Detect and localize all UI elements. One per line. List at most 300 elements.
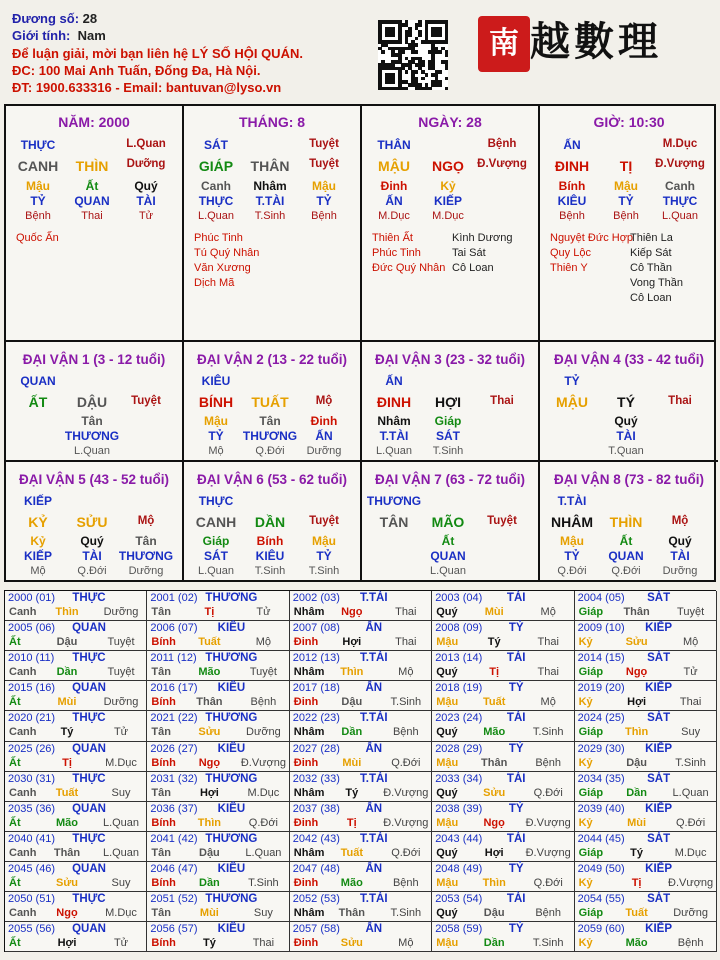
year-god: SÁT <box>647 592 671 604</box>
dai-van-hidden-phase: L.Quan <box>73 445 111 457</box>
pillar-hidden-god: TỶ <box>618 194 634 208</box>
year-stem: Mậu <box>436 876 459 889</box>
year-label: 2058 (59) <box>435 923 483 936</box>
year-phase: T.Sinh <box>248 876 279 889</box>
pillar-hidden-stem: Mậu <box>312 179 336 193</box>
year-god: THƯƠNG <box>205 832 258 845</box>
year-god: T.TÀI <box>360 832 388 845</box>
year-god: KIẾP <box>645 742 673 755</box>
year-god: KIÊU <box>217 802 246 815</box>
year-label: 2035 (36) <box>8 802 56 815</box>
year-branch: Mão <box>56 816 78 829</box>
pillar-stem-branch: CANH <box>17 158 59 174</box>
year-branch: Tý <box>345 786 359 799</box>
year-branch: Mùi <box>627 816 647 829</box>
year-cell <box>5 651 147 681</box>
dai-van-cell <box>540 342 718 462</box>
dai-van-title: ĐẠI VẬN 3 (23 - 32 tuổi) <box>374 352 526 367</box>
pillar-star: Nguyệt Đức Hợp <box>550 232 634 244</box>
year-stem: Quý <box>436 666 458 679</box>
year-god: ẤN <box>365 742 383 755</box>
year-cell <box>290 711 432 741</box>
pillar-stem-branch: GIÁP <box>198 158 234 174</box>
year-phase: Mộ <box>682 636 699 649</box>
pillar-hidden-stem: Canh <box>665 179 695 193</box>
year-cell <box>432 651 574 681</box>
year-branch: Thìn <box>482 876 506 889</box>
phone-email-line[interactable]: ĐT: 1900.633316 - Email: bantuvan@lyso.vn <box>12 80 282 96</box>
dai-van-hidden-phase: Q.Đới <box>255 445 285 457</box>
year-label: 2001 (02) <box>150 592 198 604</box>
year-phase: T.Sinh <box>532 937 564 950</box>
year-phase: Thai <box>395 636 417 649</box>
year-cell <box>147 651 289 681</box>
year-branch: Thìn <box>624 726 649 739</box>
year-branch: Tuất <box>625 907 648 919</box>
year-branch: Sửu <box>625 636 648 649</box>
year-branch: Tuất <box>55 786 79 799</box>
year-god: KIẾP <box>645 802 673 815</box>
year-god: THỰC <box>72 893 106 905</box>
year-god: ẤN <box>365 622 383 635</box>
year-phase: Đ.Vượng <box>525 816 571 829</box>
year-label: 2019 (20) <box>577 682 625 695</box>
year-cell <box>432 591 574 621</box>
year-cell <box>575 681 717 711</box>
year-label: 2044 (45) <box>577 832 625 845</box>
year-stem: Mậu <box>436 756 459 769</box>
year-god: ẤN <box>365 862 383 875</box>
dai-van-phase: Mộ <box>671 515 689 527</box>
year-stem: Nhâm <box>293 786 325 799</box>
year-label: 2045 (46) <box>8 862 56 875</box>
year-branch: Mão <box>340 876 363 889</box>
year-god: SÁT <box>647 712 671 725</box>
year-god: THỰC <box>72 712 106 725</box>
pillar-hidden-stem: Canh <box>201 179 231 193</box>
dai-van-hidden-stem: Giáp <box>434 414 462 428</box>
year-god: QUAN <box>72 802 106 815</box>
year-branch: Hợi <box>199 786 219 799</box>
year-cell <box>575 651 717 681</box>
year-cell <box>147 681 289 711</box>
pillar-hidden-stem: Quý <box>134 179 158 193</box>
pillar-star: Cô Loan <box>452 262 494 274</box>
dai-van-hidden-stem: Đinh <box>310 414 338 428</box>
year-stem: Bính <box>151 696 176 709</box>
dai-van-branch: SỬU <box>76 514 108 530</box>
dai-van-branch: DẦN <box>254 514 286 530</box>
year-god: TỶ <box>508 742 524 755</box>
qr-module <box>391 80 395 84</box>
dai-van-hidden-phase: T.Sinh <box>432 445 464 457</box>
pillar-stem-branch: ĐINH <box>554 158 590 174</box>
qr-module <box>425 73 429 77</box>
year-phase: L.Quan <box>102 816 140 829</box>
year-stem: Ất <box>9 937 21 950</box>
dai-van-hidden-god: KIÊU <box>255 549 285 563</box>
pillar-star: Đức Quý Nhân <box>372 262 446 274</box>
year-stem: Nhâm <box>293 846 325 859</box>
dai-van-branch: DẬU <box>76 394 108 410</box>
year-phase: Mộ <box>540 606 556 618</box>
year-label: 2049 (50) <box>577 862 625 875</box>
pillar-star: Văn Xương <box>194 262 251 274</box>
year-stem: Giáp <box>578 786 604 799</box>
year-branch: Dần <box>341 726 363 739</box>
year-stem: Ất <box>9 816 21 829</box>
pillar-star: Tai Sát <box>452 247 486 259</box>
year-stem: Bính <box>151 937 176 950</box>
year-god: TỶ <box>508 923 524 936</box>
year-label: 2059 (60) <box>577 923 625 936</box>
dai-van-hidden-god: TỶ <box>316 549 332 563</box>
year-phase: Q.Đới <box>248 816 278 829</box>
year-branch: Tị <box>631 876 642 889</box>
pillar-hidden-god: TỶ <box>316 194 332 208</box>
year-cell <box>290 681 432 711</box>
year-phase: Đ.Vượng <box>525 846 571 859</box>
year-cell <box>5 681 147 711</box>
year-stem: Kỷ <box>578 756 593 769</box>
year-god: SÁT <box>647 652 671 665</box>
year-branch: Ngọ <box>483 816 505 829</box>
year-branch: Tý <box>487 636 501 649</box>
pillar-phase: L.Quan <box>197 210 235 222</box>
year-label: 2006 (07) <box>150 622 198 635</box>
pillar-star: Thiên Ất <box>372 232 413 244</box>
pillar-title: NĂM: 2000 <box>58 114 130 130</box>
year-label: 2025 (26) <box>8 742 56 755</box>
year-stem: Kỷ <box>578 876 593 889</box>
year-label: 2014 (15) <box>577 652 625 665</box>
qr-module <box>415 43 419 47</box>
year-label: 2037 (38) <box>292 802 340 815</box>
year-cell <box>575 711 717 741</box>
pillar-phase: L.Quan <box>661 210 699 222</box>
pillar-star: Quốc Ấn <box>16 232 59 244</box>
year-label: 2018 (19) <box>435 682 483 695</box>
dai-van-hidden-stem: Tân <box>135 534 157 548</box>
dai-van-god: KIẾP <box>23 494 53 508</box>
year-stem: Tân <box>151 726 171 739</box>
qr-code[interactable] <box>378 20 448 90</box>
year-cell <box>147 772 289 802</box>
year-label: 2034 (35) <box>577 772 625 785</box>
dai-van-title: ĐẠI VẬN 4 (33 - 42 tuổi) <box>553 352 705 367</box>
pillar-phase: T.Sinh <box>254 210 286 222</box>
year-stem: Giáp <box>578 606 604 618</box>
year-label: 2017 (18) <box>292 682 340 695</box>
year-god: TÀI <box>506 712 526 725</box>
year-branch: Tý <box>630 846 644 859</box>
pillar-star: Vong Thần <box>630 277 684 289</box>
year-cell <box>5 862 147 892</box>
year-god: QUAN <box>72 923 106 936</box>
year-stem: Đinh <box>293 816 319 829</box>
pillar-hidden-god: THỰC <box>198 194 234 208</box>
dai-van-cell <box>540 462 718 582</box>
pillar-hidden-god: T.TÀI <box>255 194 285 208</box>
pillar-hidden-stem: Đinh <box>380 179 408 193</box>
year-label: 2005 (06) <box>8 622 56 635</box>
pillar-star: Phúc Tinh <box>194 232 243 244</box>
year-phase: Thai <box>679 696 702 709</box>
year-stem: Giáp <box>578 846 604 859</box>
pillar-top-god: M.Dục <box>662 138 698 150</box>
dai-van-title: ĐẠI VẬN 6 (53 - 62 tuổi) <box>196 472 348 487</box>
year-cell <box>5 742 147 772</box>
year-cell <box>290 621 432 651</box>
pillar-stem-branch: TỊ <box>619 158 633 174</box>
year-branch: Dần <box>56 666 78 679</box>
dai-van-title: ĐẠI VẬN 5 (43 - 52 tuổi) <box>18 472 170 487</box>
dai-van-hidden-god: THƯƠNG <box>118 549 174 563</box>
year-god: SÁT <box>647 772 671 785</box>
year-branch: Dậu <box>199 846 220 859</box>
pillar-phase: M.Dục <box>432 210 464 222</box>
dai-van-hidden-stem: Quý <box>668 534 692 548</box>
year-stem: Canh <box>9 846 37 859</box>
dai-van-god: ẤN <box>385 374 403 388</box>
annual-luck-grid <box>4 590 716 952</box>
year-stem: Quý <box>436 726 458 739</box>
year-branch: Mùi <box>199 907 219 919</box>
year-branch: Tị <box>204 606 215 618</box>
pillar-stem-branch: MẬU <box>378 158 410 174</box>
year-branch: Dậu <box>56 636 78 649</box>
dai-van-hidden-god: T.TÀI <box>379 429 409 443</box>
year-branch: Dần <box>199 876 220 889</box>
year-phase: L.Quan <box>102 846 140 859</box>
dai-van-hidden-stem: Mậu <box>312 534 336 548</box>
pillar-hidden-god: TỶ <box>30 194 46 208</box>
year-phase: T.Sinh <box>675 756 706 769</box>
dai-van-hidden-god: TỶ <box>208 429 224 443</box>
year-phase: Q.Đới <box>675 816 706 829</box>
dai-van-hidden-phase: L.Quan <box>429 565 467 577</box>
year-god: THƯƠNG <box>205 893 258 905</box>
year-label: 2003 (04) <box>435 592 483 604</box>
qr-module <box>415 70 419 74</box>
year-cell <box>5 621 147 651</box>
dai-van-panel <box>4 342 716 582</box>
year-phase: Tuyệt <box>107 666 135 679</box>
year-cell <box>432 892 574 922</box>
pillar-top-god: SÁT <box>204 138 228 152</box>
pillar-hidden-god: TÀI <box>136 194 156 208</box>
year-branch: Dậu <box>341 696 363 709</box>
dai-van-hidden-god: THƯƠNG <box>242 429 298 443</box>
year-cell <box>575 742 717 772</box>
address-line: ĐC: 100 Mai Anh Tuấn, Đống Đa, Hà Nội. <box>12 62 261 78</box>
year-cell <box>147 802 289 832</box>
year-phase: Dưỡng <box>103 606 139 618</box>
pillar-star: Tú Quý Nhân <box>194 247 260 259</box>
pillar-hidden-god: QUAN <box>74 194 110 208</box>
year-stem: Tân <box>151 606 171 618</box>
year-branch: Thân <box>481 756 508 769</box>
pillar-star: Thiên La <box>630 232 673 244</box>
year-branch: Hợi <box>57 937 77 950</box>
pillar-phase: Thai <box>81 210 103 222</box>
year-god: QUAN <box>72 682 106 695</box>
dai-van-hidden-god: TÀI <box>82 549 102 563</box>
year-god: TỶ <box>508 682 524 695</box>
year-label: 2030 (31) <box>8 772 56 785</box>
year-phase: Bệnh <box>250 696 277 709</box>
dai-van-stem: ĐINH <box>376 394 412 410</box>
year-cell <box>290 922 432 952</box>
year-cell <box>147 832 289 862</box>
dai-van-stem: NHÂM <box>551 514 593 530</box>
year-cell <box>290 832 432 862</box>
qr-module <box>445 87 449 91</box>
year-branch: Thìn <box>55 606 79 618</box>
year-cell <box>5 922 147 952</box>
year-label: 2033 (34) <box>435 772 483 785</box>
dai-van-phase: Tuyệt <box>487 515 517 527</box>
year-stem: Quý <box>436 606 458 618</box>
year-phase: T.Sinh <box>390 696 422 709</box>
year-phase: Suy <box>681 726 701 739</box>
year-branch: Tuất <box>482 696 506 709</box>
dai-van-title: ĐẠI VẬN 1 (3 - 12 tuổi) <box>22 352 166 367</box>
year-branch: Mùi <box>342 756 362 769</box>
year-phase: Tử <box>683 666 698 679</box>
dai-van-stem: KỶ <box>28 514 48 530</box>
year-god: TỶ <box>508 622 524 635</box>
year-label: 2036 (37) <box>150 802 198 815</box>
year-label: 2021 (22) <box>150 712 198 725</box>
year-cell <box>147 711 289 741</box>
year-branch: Sửu <box>483 786 506 799</box>
pillar-hidden-stem: Nhâm <box>253 179 287 193</box>
year-phase: Suy <box>111 876 131 889</box>
year-god: KIẾP <box>645 923 673 936</box>
year-god: THỰC <box>72 592 106 604</box>
pillar-star: Thiên Y <box>550 262 588 274</box>
pillar-phase: Tử <box>138 210 154 222</box>
dai-van-god: QUAN <box>20 374 56 388</box>
year-cell <box>432 711 574 741</box>
year-label: 2008 (09) <box>435 622 483 635</box>
year-stem: Tân <box>151 786 171 799</box>
pillar-star: Dịch Mã <box>194 277 235 289</box>
year-god: T.TÀI <box>360 712 388 725</box>
year-branch: Tị <box>62 756 72 769</box>
year-stem: Kỷ <box>578 696 593 709</box>
year-branch: Tý <box>60 726 74 739</box>
dai-van-stem: TÂN <box>379 514 409 530</box>
year-stem: Ất <box>9 876 21 889</box>
year-stem: Quý <box>436 846 458 859</box>
year-cell <box>290 772 432 802</box>
dai-van-branch: THÌN <box>609 514 643 530</box>
year-god: TÀI <box>506 652 526 665</box>
dai-van-hidden-god: TỶ <box>564 549 580 563</box>
pillar-top-god: ẤN <box>563 138 581 152</box>
dai-van-hidden-god: SÁT <box>436 429 460 443</box>
year-stem: Bính <box>151 636 176 649</box>
pillar-top-god: THỰC <box>20 138 56 152</box>
year-cell <box>432 621 574 651</box>
year-phase: Q.Đới <box>533 876 563 889</box>
year-label: 2023 (24) <box>435 712 483 725</box>
pillar-hidden-god: THỰC <box>662 194 698 208</box>
dai-van-phase: Thai <box>668 395 692 407</box>
year-cell <box>5 591 147 621</box>
dai-van-god: TỶ <box>564 374 580 388</box>
pillar-stem-branch: NGỌ <box>432 158 464 174</box>
year-phase: Dưỡng <box>103 696 139 709</box>
pillar-title: GIỜ: 10:30 <box>593 114 665 130</box>
year-cell <box>290 892 432 922</box>
dai-van-hidden-stem: Mậu <box>204 414 228 428</box>
year-cell <box>432 772 574 802</box>
year-god: TỶ <box>508 862 524 875</box>
year-phase: Suy <box>111 786 131 799</box>
year-cell <box>290 802 432 832</box>
year-label: 2053 (54) <box>435 893 483 905</box>
dai-van-phase: Tuyệt <box>309 515 339 527</box>
year-stem: Mậu <box>436 937 459 950</box>
year-stem: Tân <box>151 907 171 919</box>
year-label: 2050 (51) <box>8 893 56 905</box>
year-god: ẤN <box>365 682 383 695</box>
dai-van-branch: HỢI <box>435 394 461 410</box>
dai-van-phase: Mộ <box>137 515 155 527</box>
year-label: 2040 (41) <box>8 832 56 845</box>
year-phase: Thai <box>537 636 559 649</box>
pillar-phase: Bệnh <box>613 210 639 222</box>
pillar-top-god: L.Quan <box>126 138 166 150</box>
dai-van-god: THƯƠNG <box>366 494 422 508</box>
pillar-star: Cô Loan <box>630 292 672 304</box>
year-stem: Giáp <box>578 726 604 739</box>
year-cell <box>147 621 289 651</box>
year-stem: Tân <box>151 666 171 679</box>
qr-module <box>405 87 409 91</box>
year-stem: Nhâm <box>293 606 325 618</box>
qr-module <box>438 83 442 87</box>
year-label: 2029 (30) <box>577 742 625 755</box>
year-label: 2013 (14) <box>435 652 483 665</box>
year-branch: Thìn <box>340 666 364 679</box>
year-stem: Đinh <box>293 876 319 889</box>
year-label: 2000 (01) <box>8 592 56 604</box>
qr-module <box>418 23 422 27</box>
year-stem: Mậu <box>436 636 459 649</box>
year-label: 2027 (28) <box>292 742 340 755</box>
year-cell <box>5 802 147 832</box>
dai-van-hidden-stem: Bính <box>256 534 284 548</box>
year-cell <box>147 591 289 621</box>
year-phase: Suy <box>253 907 273 919</box>
year-god: SÁT <box>647 832 671 845</box>
dai-van-hidden-phase: Q.Đới <box>611 565 641 577</box>
year-stem: Quý <box>436 907 458 919</box>
dai-van-hidden-god: TÀI <box>616 429 636 443</box>
year-branch: Mùi <box>484 606 504 618</box>
dai-van-title: ĐẠI VẬN 8 (73 - 82 tuổi) <box>553 472 705 487</box>
year-phase: M.Dục <box>674 846 707 859</box>
year-phase: Mộ <box>398 666 414 679</box>
year-god: KIẾP <box>645 862 673 875</box>
dai-van-hidden-phase: Mộ <box>30 565 46 577</box>
dai-van-phase: Mộ <box>315 395 333 407</box>
year-phase: T.Sinh <box>390 907 422 919</box>
